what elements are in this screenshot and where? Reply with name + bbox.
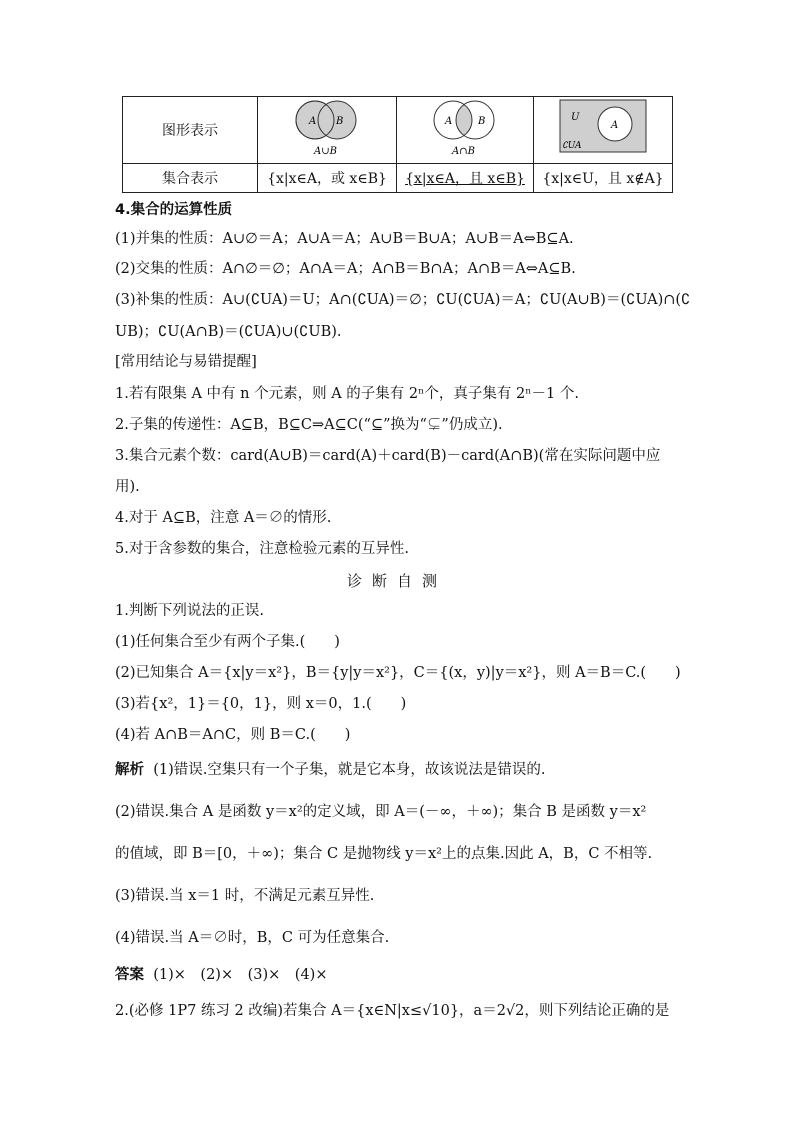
tip-4: 4.对于 A⊆B，注意 A＝∅的情形. bbox=[115, 510, 332, 526]
explanation-4: (4)错误.当 A＝∅时，B，C 可为任意集合. bbox=[115, 930, 390, 946]
answer-text: (1)× (2)× (3)× (4)× bbox=[153, 967, 328, 983]
venn-intersection-a: A bbox=[445, 116, 453, 127]
venn-union-diagram bbox=[282, 98, 372, 158]
set-operations-table bbox=[122, 96, 673, 193]
venn-intersection-diagram bbox=[420, 98, 510, 158]
venn-complement-caption: ∁UA bbox=[562, 141, 582, 151]
union-properties: (1)并集的性质：A∪∅＝A；A∪A＝A；A∪B＝B∪A；A∪B＝A⇔B⊆A. bbox=[115, 231, 574, 247]
venn-intersection-caption: A∩B bbox=[452, 146, 475, 157]
complement-properties-cont: UB)；∁U(A∩B)＝(∁UA)∪(∁UB). bbox=[115, 324, 342, 340]
answer-label: 答案 bbox=[115, 967, 144, 983]
row-label-graph: 图形表示 bbox=[123, 97, 258, 164]
question-2: 2.(必修 1P7 练习 2 改编)若集合 A＝{x∈N|x≤√10}，a＝2√2，则下列结论正确的是 bbox=[115, 1003, 670, 1019]
answer-line bbox=[115, 965, 327, 985]
question-1-1: (1)任何集合至少有两个子集.( ) bbox=[115, 634, 340, 650]
venn-complement-cell bbox=[534, 97, 673, 164]
venn-intersection-cell bbox=[397, 97, 534, 164]
intersection-properties: (2)交集的性质：A∩∅＝∅；A∩A＝A；A∩B＝B∩A；A∩B＝A⇔A⊆B. bbox=[115, 261, 576, 277]
set-intersection: {x|x∈A，且 x∈B} bbox=[397, 164, 534, 193]
venn-complement-a: A bbox=[611, 120, 619, 131]
venn-intersection-b: B bbox=[478, 116, 486, 127]
section4-heading: 4.集合的运算性质 bbox=[115, 202, 233, 218]
question-1-4: (4)若 A∩B＝A∩C，则 B＝C.( ) bbox=[115, 727, 351, 743]
explanation-1-text: (1)错误.空集只有一个子集，就是它本身，故该说法是错误的. bbox=[153, 762, 546, 778]
explanation-3: (3)错误.当 x＝1 时，不满足元素互异性. bbox=[115, 888, 375, 904]
question-1: 1.判断下列说法的正误. bbox=[115, 603, 264, 619]
selftest-title: 诊断自测 bbox=[346, 572, 447, 590]
venn-union-b: B bbox=[336, 116, 344, 127]
venn-complement-u: U bbox=[571, 112, 580, 123]
row-label-set: 集合表示 bbox=[123, 164, 258, 193]
set-union: {x|x∈A，或 x∈B} bbox=[258, 164, 397, 193]
explanation-2: (2)错误.集合 A 是函数 y＝x²的定义域，即 A＝(－∞，＋∞)；集合 B 是函数 y＝x² bbox=[115, 804, 647, 820]
jiexi-label: 解析 bbox=[115, 762, 144, 778]
tips-heading: [常用结论与易错提醒] bbox=[115, 354, 257, 370]
venn-union-a: A bbox=[309, 116, 317, 127]
explanation-2-cont: 的值域，即 B＝[0，＋∞)；集合 C 是抛物线 y＝x²上的点集.因此 A，B，C 不相等. bbox=[115, 846, 653, 862]
explanation-1 bbox=[115, 760, 545, 780]
venn-union-cell bbox=[258, 97, 397, 164]
tip-5: 5.对于含参数的集合，注意检验元素的互异性. bbox=[115, 541, 409, 557]
complement-properties: (3)补集的性质：A∪(∁UA)＝U；A∩(∁UA)＝∅；∁U(∁UA)＝A；∁U(A∪B)＝(∁UA)∩(∁ bbox=[115, 292, 691, 308]
tip-2: 2.子集的传递性：A⊆B，B⊆C⇒A⊆C(“⊆”换为“⊊”仍成立). bbox=[115, 417, 503, 433]
venn-complement-diagram bbox=[557, 98, 649, 158]
question-1-3: (3)若{x²，1}＝{0，1}，则 x＝0，1.( ) bbox=[115, 696, 407, 712]
tip-3: 3.集合元素个数：card(A∪B)＝card(A)＋card(B)－card(A∩B)(常在实际问题中应 bbox=[115, 448, 661, 464]
question-1-2: (2)已知集合 A＝{x|y＝x²}，B＝{y|y＝x²}，C＝{(x，y)|y＝x²}，则 A＝B＝C.( ) bbox=[115, 665, 681, 681]
set-complement: {x|x∈U，且 x∉A} bbox=[534, 164, 673, 193]
tip-3-cont: 用). bbox=[115, 479, 140, 495]
venn-union-caption: A∪B bbox=[314, 146, 337, 157]
tip-1: 1.若有限集 A 中有 n 个元素，则 A 的子集有 2ⁿ个，真子集有 2ⁿ－1 个. bbox=[115, 386, 579, 402]
